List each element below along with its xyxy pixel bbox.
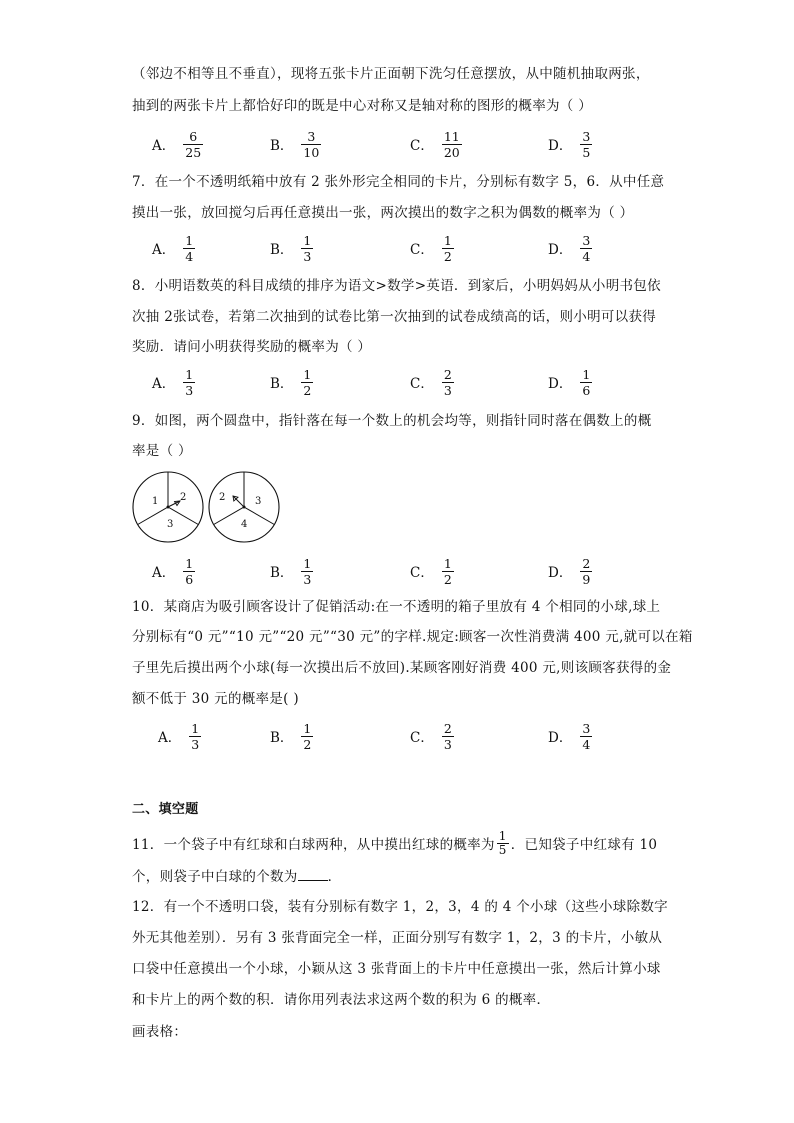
spinner-right-num-2: 2 <box>219 492 226 503</box>
q8-line-1: 8．小明语数英的科目成绩的排序为语文>数学>英语．到家后，小明妈妈从小明书包依 <box>132 278 661 294</box>
fraction: $\frac{1}{3}$ <box>191 720 200 752</box>
q8-option-d[interactable]: D． $\frac{1}{6}$ <box>548 366 591 398</box>
q10-line-3: 子里先后摸出两个小球(每一次摸出后不放回).某顾客刚好消费 400 元,则该顾客获得的金 <box>132 660 672 676</box>
q9-option-c[interactable]: C． $\frac{1}{2}$ <box>410 555 452 587</box>
fraction: $\frac{2}{3}$ <box>443 720 452 752</box>
section-heading-fill-in: 二、填空题 <box>132 802 199 817</box>
q8-option-b[interactable]: B． $\frac{1}{2}$ <box>270 366 312 398</box>
q6-option-c[interactable]: C． $\frac{11}{20}$ <box>410 128 460 160</box>
fraction: $\frac{1}{3}$ <box>303 555 312 587</box>
q9-option-b[interactable]: B． $\frac{1}{3}$ <box>270 555 312 587</box>
spinner-left-num-1: 1 <box>152 496 159 507</box>
fraction: $\frac{1}{6}$ <box>582 366 591 398</box>
fraction: $\frac{3}{4}$ <box>582 232 591 264</box>
q9-option-d[interactable]: D． $\frac{2}{9}$ <box>548 555 591 587</box>
q7-option-a[interactable]: A． $\frac{1}{4}$ <box>152 232 194 264</box>
q9-options <box>0 551 794 591</box>
q10-option-c[interactable]: C． $\frac{2}{3}$ <box>410 720 452 752</box>
q11-line-2: 个，则袋子中白球的个数为 ． <box>132 866 341 887</box>
q10-line-1: 10．某商店为吸引顾客设计了促销活动:在一不透明的箱子里放有 4 个相同的小球,球上 <box>132 599 661 615</box>
spinner-right-num-3: 3 <box>255 496 262 507</box>
fraction: $\frac{1}{6}$ <box>185 555 194 587</box>
q7-option-d[interactable]: D． $\frac{3}{4}$ <box>548 232 591 264</box>
fraction: $\frac{2}{3}$ <box>443 366 452 398</box>
q10-options <box>0 716 794 756</box>
q6-option-b[interactable]: B． $\frac{3}{10}$ <box>270 128 320 160</box>
q6-line-2: 抽到的两张卡片上都恰好印的既是中心对称又是轴对称的图形的概率为（ ） <box>132 98 592 114</box>
fraction: $\frac{1}{5}$ <box>498 829 507 857</box>
q10-option-b[interactable]: B． $\frac{1}{2}$ <box>270 720 312 752</box>
fraction: $\frac{1}{4}$ <box>185 232 194 264</box>
q12-line-1: 12．有一个不透明口袋，装有分别标有数字 1，2，3，4 的 4 个小球（这些小球除数字 <box>132 899 668 915</box>
q10-option-a[interactable]: A． $\frac{1}{3}$ <box>158 720 200 752</box>
fraction: $\frac{3}{10}$ <box>303 128 320 160</box>
fraction: $\frac{1}{3}$ <box>303 232 312 264</box>
q9-line-2: 率是（ ） <box>132 443 192 459</box>
spinner-left <box>133 472 203 542</box>
q7-option-c[interactable]: C． $\frac{1}{2}$ <box>410 232 452 264</box>
q11-line-1: 11．一个袋子中有红球和白球两种，从中摸出红球的概率为 $\frac{1}{5}$ ．已知袋子中红球有 10 <box>132 829 658 857</box>
fraction: $\frac{3}{4}$ <box>582 720 591 752</box>
fraction: $\frac{11}{20}$ <box>443 128 460 160</box>
fraction: $\frac{1}{2}$ <box>303 366 312 398</box>
q6-option-d[interactable]: D． $\frac{3}{5}$ <box>548 128 591 160</box>
q12-line-2: 外无其他差别）．另有 3 张背面完全一样，正面分别写有数字 1，2，3 的卡片，小敏从 <box>132 930 663 946</box>
q10-line-4: 额不低于 30 元的概率是( ) <box>132 691 299 707</box>
q6-line-1: （邻边不相等且不垂直），现将五张卡片正面朝下洗匀任意摆放，从中随机抽取两张， <box>132 66 650 82</box>
fraction: $\frac{2}{9}$ <box>582 555 591 587</box>
fraction: $\frac{1}{2}$ <box>443 232 452 264</box>
fraction: $\frac{1}{2}$ <box>303 720 312 752</box>
spinner-left-num-3: 3 <box>167 519 174 530</box>
q7-line-1: 7．在一个不透明纸箱中放有 2 张外形完全相同的卡片，分别标有数字 5，6．从中任意 <box>132 174 665 190</box>
q8-option-c[interactable]: C． $\frac{2}{3}$ <box>410 366 452 398</box>
fraction: $\frac{1}{2}$ <box>443 555 452 587</box>
q9-option-a[interactable]: A． $\frac{1}{6}$ <box>152 555 194 587</box>
q8-options <box>0 362 794 402</box>
answer-blank[interactable] <box>298 866 328 881</box>
fraction: $\frac{3}{5}$ <box>582 128 591 160</box>
q6-options <box>0 124 794 164</box>
spinner-right-num-4: 4 <box>241 519 248 530</box>
q7-options <box>0 228 794 268</box>
spinner-right <box>209 472 279 542</box>
q7-option-b[interactable]: B． $\frac{1}{3}$ <box>270 232 312 264</box>
fraction: $\frac{1}{3}$ <box>185 366 194 398</box>
q12-line-3: 口袋中任意摸出一个小球，小颖从这 3 张背面上的卡片中任意摸出一张，然后计算小球 <box>132 961 661 977</box>
spinner-left-num-2: 2 <box>180 492 187 503</box>
q6-option-a[interactable]: A． $\frac{6}{25}$ <box>152 128 202 160</box>
fraction: $\frac{6}{25}$ <box>185 128 202 160</box>
q8-line-3: 奖励．请问小明获得奖励的概率为（ ） <box>132 339 372 355</box>
q7-line-2: 摸出一张，放回搅匀后再任意摸出一张，两次摸出的数字之积为偶数的概率为（ ） <box>132 205 634 221</box>
q10-line-2: 分别标有“0 元”“10 元”“20 元”“30 元”的字样.规定:顾客一次性消费满 400 元,就可以在箱 <box>132 629 693 645</box>
q8-line-2: 次抽 2张试卷，若第二次抽到的试卷比第一次抽到的试卷成绩高的话，则小明可以获得 <box>132 309 657 325</box>
q12-line-4: 和卡片上的两个数的积．请你用列表法求这两个数的积为 6 的概率． <box>132 992 551 1008</box>
spinner-figure <box>130 469 290 545</box>
q9-line-1: 9．如图，两个圆盘中，指针落在每一个数上的机会均等，则指针同时落在偶数上的概 <box>132 413 652 429</box>
q8-option-a[interactable]: A． $\frac{1}{3}$ <box>152 366 194 398</box>
q10-option-d[interactable]: D． $\frac{3}{4}$ <box>548 720 591 752</box>
q12-table-label: 画表格： <box>132 1024 188 1040</box>
